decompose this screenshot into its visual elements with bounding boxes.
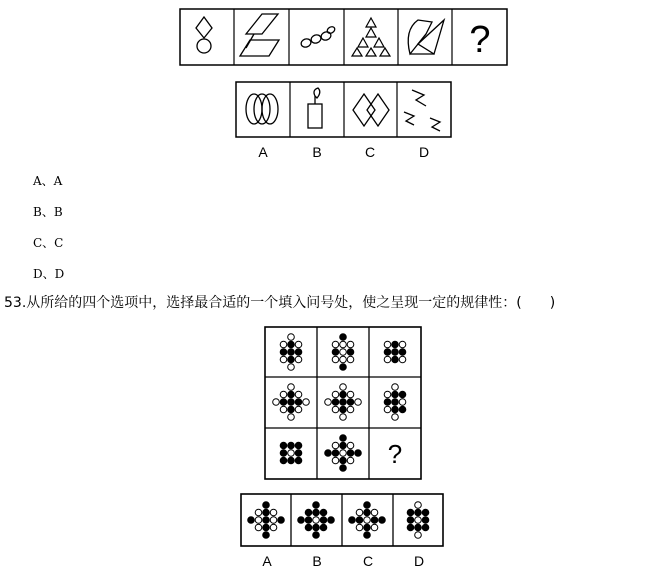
q53-option-dot [328,517,335,524]
q53-grid-dot [340,399,347,406]
q53-option-label: A [262,553,272,569]
q53-grid-dot [280,406,287,413]
q53-grid-dot [288,457,295,464]
q53-question-text: 53.从所给的四个选项中，选择最合适的一个填入问号处，使之呈现一定的规律性：( ) [4,295,556,311]
q53-grid-dot [340,349,347,356]
q53-option-dot [364,509,371,516]
q53-option-dot [356,509,363,516]
q53-option-dot [263,517,270,524]
q53-grid-dot [384,341,391,348]
q53-grid-dot [332,406,339,413]
q53-grid-dot [340,450,347,457]
q53-grid-dot [280,356,287,363]
q52-figure-fan [408,20,444,54]
q53-grid-dot [295,399,302,406]
q53-grid-dot [288,334,295,341]
q53-grid-dot [384,406,391,413]
q53-option-dot [407,524,414,531]
q53-grid-dot [340,465,347,472]
q53-grid-dot [288,364,295,371]
q53-grid-dot [325,399,332,406]
q53-grid-dot [288,384,295,391]
q53-grid-dot [295,442,302,449]
q53-option-dot [313,509,320,516]
q53-option-dot [313,517,320,524]
q53-option-dot [371,509,378,516]
q53-grid-dot [332,391,339,398]
q53-grid-dot [355,450,362,457]
q53-grid-dot [347,450,354,457]
q53-grid-dot [347,399,354,406]
q52-option-label: C [364,144,376,160]
q53-option-dot [263,524,270,531]
q52-figure-parallelograms [240,14,279,56]
q53-option-dot [364,502,371,509]
q53-grid-dot [280,399,287,406]
q53-grid-dot [288,399,295,406]
q53-option-dot [371,517,378,524]
q53-grid-dot [295,457,302,464]
q52-options-row [236,82,451,137]
q53-grid-dot [288,349,295,356]
q53-option-dot [313,524,320,531]
q53-option-dot [313,502,320,509]
q52-option-label: B [312,144,322,160]
q53-option-label: D [413,553,425,569]
q53-option-dot [371,524,378,531]
q53-grid-dot [325,450,332,457]
q53-grid-dot [392,349,399,356]
q53-option-dot [415,524,422,531]
q52-option-a-ovals[interactable] [246,94,278,124]
q53-grid-dot [288,406,295,413]
q53-option-dot [415,502,422,509]
q53-grid-dot [288,414,295,421]
q52-figure-stacked-triangles [352,18,390,56]
q53-grid-dot [399,406,406,413]
q53-grid-dot [288,356,295,363]
q53-grid-dot [399,349,406,356]
q53-grid-dot [340,414,347,421]
q52-option-label: D [418,144,430,160]
q53-option-dot [379,517,386,524]
q53-option-dot [255,517,262,524]
q53-grid-dot [280,442,287,449]
q53-question-mark: ? [387,439,403,469]
q53-grid-dot [392,414,399,421]
q53-grid-dot [280,349,287,356]
q53-option-dot [320,517,327,524]
q52-answer-d[interactable]: D、D [33,267,65,281]
q53-option-dot [278,517,285,524]
q53-grid-dot [332,341,339,348]
q53-option-dot [263,502,270,509]
q53-grid-dot [347,356,354,363]
q53-option-dot [263,509,270,516]
q53-option-dot [415,517,422,524]
q53-option-dot [364,524,371,531]
q53-grid-dot [347,457,354,464]
q53-option-dot [364,532,371,539]
q53-option-dot [320,509,327,516]
q53-grid-dot [280,341,287,348]
q52-question-mark: ? [469,19,491,61]
q53-grid-dot [332,442,339,449]
q53-option-dot [305,524,312,531]
q53-option-dot [298,517,305,524]
q53-option-dot [313,532,320,539]
q53-grid-dot [384,399,391,406]
q53-grid-dot [288,450,295,457]
q53-grid-dot [295,406,302,413]
q52-option-d-zigzags[interactable] [404,90,440,131]
q53-grid-dot [347,406,354,413]
q53-option-labels [262,553,424,569]
q53-option-label: B [312,553,322,569]
q53-grid-dot [384,356,391,363]
q53-option-dot [356,517,363,524]
q53-option-dot [349,517,356,524]
q52-option-c-diamonds[interactable] [353,94,389,126]
q53-grid-dot [332,349,339,356]
q53-grid-dot [355,399,362,406]
q53-grid-dot [340,384,347,391]
q53-grid-dot [332,356,339,363]
q53-grid-dot [340,341,347,348]
q53-option-dot [422,524,429,531]
q53-option-dot [255,509,262,516]
q53-grid-dot [295,341,302,348]
q53-grid-dot [347,391,354,398]
q52-option-label: A [258,144,268,160]
q53-grid-dot [295,349,302,356]
q52-sequence-row [180,9,507,65]
q53-grid-dot [399,356,406,363]
q53-grid-dot [399,391,406,398]
q53-grid-dot [347,341,354,348]
q53-grid-dot [340,391,347,398]
q53-grid-dot [392,356,399,363]
q53-grid-dots [273,334,406,472]
q53-grid-dot [332,457,339,464]
q52-answer-c[interactable]: C、C [33,236,64,250]
q53-grid-dot [340,364,347,371]
q53-option-dot [320,524,327,531]
q53-option-dot [305,517,312,524]
q53-option-dot [407,509,414,516]
q53-grid-dot [347,442,354,449]
q53-option-dot [364,517,371,524]
q53-option-dot [263,532,270,539]
q53-grid-dot [303,399,310,406]
q53-grid-dot [392,399,399,406]
q53-grid-dot [280,391,287,398]
q53-grid-dot [392,341,399,348]
q53-grid-dot [288,391,295,398]
q52-figure-diamond-circle [196,17,212,53]
q53-grid-dot [288,341,295,348]
q53-option-dot [422,517,429,524]
q53-grid-dot [332,450,339,457]
q53-grid-dot [347,349,354,356]
q53-grid-dot [280,457,287,464]
q53-option-dot [422,509,429,516]
q53-grid-dot [340,406,347,413]
q53-option-dot [270,524,277,531]
q53-option-dot [270,509,277,516]
q53-option-dot [415,532,422,539]
q53-option-dot [270,517,277,524]
q52-answer-a[interactable]: A、A [33,174,63,188]
q53-option-dot [255,524,262,531]
q53-grid-dot [340,442,347,449]
q53-option-dot [248,517,255,524]
q52-answer-b[interactable]: B、B [33,205,63,219]
q53-grid-dot [399,399,406,406]
q53-grid-dot [399,341,406,348]
q53-grid-dot [384,391,391,398]
q53-grid-dot [280,450,287,457]
q52-option-b-candle[interactable] [308,88,322,128]
q53-grid-dot [392,384,399,391]
q53-grid-dot [340,356,347,363]
q53-option-dot [305,509,312,516]
q53-grid-dot [295,450,302,457]
q53-option-dot [415,509,422,516]
q53-grid-dot [384,349,391,356]
q53-option-dot [407,517,414,524]
q53-grid-dot [295,356,302,363]
q53-grid-dot [288,442,295,449]
q52-option-labels [258,144,429,160]
q52-figure-loop-chain [300,25,336,48]
q53-option-dot [356,524,363,531]
q53-grid-dot [340,334,347,341]
q53-grid-dot [340,435,347,442]
q53-grid-dot [392,406,399,413]
q53-grid-dot [340,457,347,464]
q53-option-label: C [362,553,374,569]
q53-option-dots [248,502,429,539]
q53-grid-dot [273,399,280,406]
q53-grid-dot [295,391,302,398]
q53-grid-dot [332,399,339,406]
q53-grid-dot [392,391,399,398]
